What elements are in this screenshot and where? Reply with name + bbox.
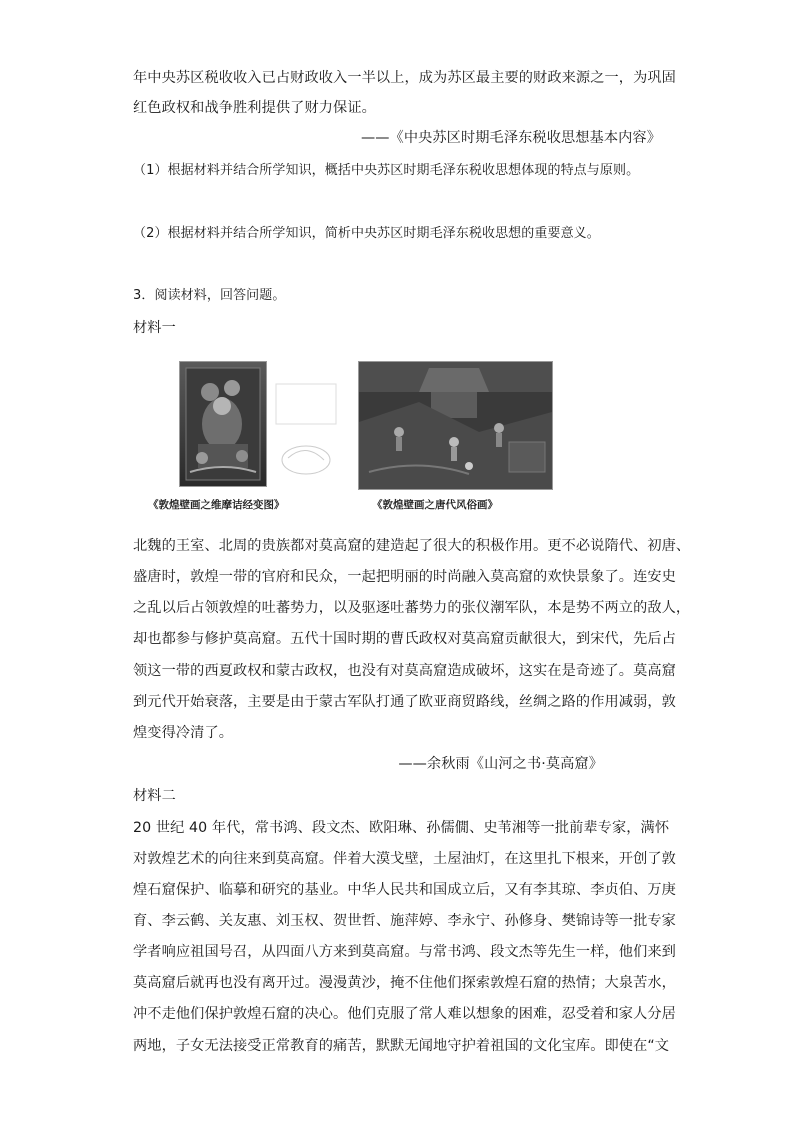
text-line: 盛唐时，敦煌一带的官府和民众，一起把明丽的时尚融入莫高窟的欢快景象了。连安史 (133, 569, 676, 585)
source-citation: ——《中央苏区时期毛泽东税收思想基本内容》 (360, 130, 661, 146)
text-line: 对敦煌艺术的向往来到莫高窟。伴着大漠戈壁，土屋油灯，在这里扎下根来，开创了敦 (133, 851, 676, 867)
text-line: 育、李云鹤、关友惠、刘玉权、贺世哲、施萍婷、李永宁、孙修身、樊锦诗等一批专家 (133, 913, 676, 929)
mural-picture (180, 362, 266, 486)
text-line: 之乱以后占领敦煌的吐蕃势力，以及驱逐吐蕃势力的张仪潮军队，本是势不两立的敌人， (133, 600, 691, 616)
question-1: （1）根据材料并结合所学知识，概括中央苏区时期毛泽东税收思想体现的特点与原则。 (133, 163, 640, 178)
text-line: 年中央苏区税收收入已占财政收入一半以上，成为苏区最主要的财政来源之一，为巩固 (133, 70, 676, 86)
section-heading: 3．阅读材料，回答问题。 (133, 288, 286, 303)
text-line: 20 世纪 40 年代，常书鸿、段文杰、欧阳琳、孙儒僩、史苇湘等一批前辈专家，满怀 (133, 820, 670, 836)
text-line: 冲不走他们保护敦煌石窟的决心。他们克服了常人难以想象的困难，忍受着和家人分居 (133, 1006, 676, 1022)
mural-picture (359, 362, 552, 489)
text-line: 却也都参与修护莫高窟。五代十国时期的曹氏政权对莫高窟贡献很大，到宋代，先后占 (133, 631, 676, 647)
faint-sketch-decoration (268, 380, 348, 490)
text-line: 两地，子女无法接受正常教育的痛苦，默默无闻地守护着祖国的文化宝库。即使在“文 (133, 1038, 670, 1054)
text-line: 莫高窟后就再也没有离开过。漫漫黄沙，掩不住他们探索敦煌石窟的热情；大泉苦水， (133, 975, 676, 991)
text-line: 领这一带的西夏政权和蒙古政权，也没有对莫高窟造成破坏，这实在是奇迹了。莫高窟 (133, 663, 676, 679)
text-line: 北魏的王室、北周的贵族都对莫高窟的建造起了很大的积极作用。更不必说隋代、初唐、 (133, 538, 691, 554)
figure-caption: 《敦煌壁画之维摩诘经变图》 (148, 499, 285, 511)
mural-image-vimalakirti (179, 361, 267, 487)
source-citation: ——余秋雨《山河之书·莫高窟》 (398, 756, 603, 772)
material-label: 材料一 (133, 320, 176, 336)
text-line: 红色政权和战争胜利提供了财力保证。 (133, 100, 376, 116)
text-line: 学者响应祖国号召，从四面八方来到莫高窟。与常书鸿、段文杰等先生一样，他们来到 (133, 944, 676, 960)
figure-caption: 《敦煌壁画之唐代风俗画》 (372, 499, 498, 511)
text-line: 到元代开始衰落，主要是由于蒙古军队打通了欧亚商贸路线，丝绸之路的作用减弱，敦 (133, 694, 676, 710)
text-line: 煌石窟保护、临摹和研究的基业。中华人民共和国成立后，又有李其琼、李贞伯、万庚 (133, 882, 676, 898)
mural-image-tang-custom (358, 361, 553, 490)
question-2: （2）根据材料并结合所学知识，简析中央苏区时期毛泽东税收思想的重要意义。 (133, 226, 600, 241)
material-label: 材料二 (133, 788, 176, 804)
text-line: 煌变得冷清了。 (133, 725, 234, 741)
